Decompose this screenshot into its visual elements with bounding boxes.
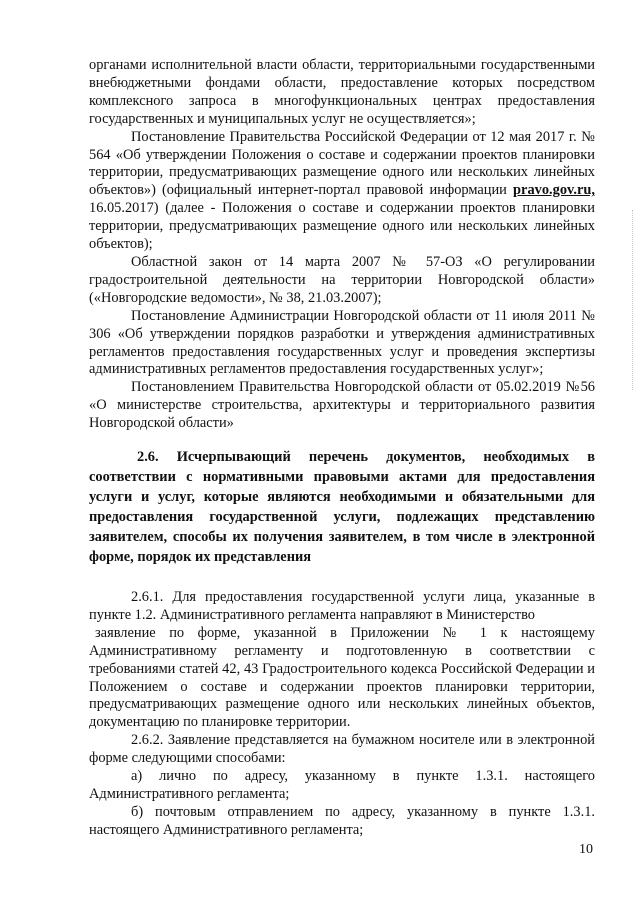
paragraph-2-6-1: 2.6.1. Для предоставления государственной услуги лица, указанные в пункте 1.2. Административного регламента направляют в Министерство: [89, 589, 595, 623]
paragraph-decree-564-text-end: 16.05.2017) (далее - Положения о составе и содержании проектов планировки территории, предусматривающих размещение одного или нескольких линейных объектов);: [89, 200, 595, 253]
paragraph-item-b: б) почтовым отправлением по адресу, указанному в пункте 1.3.1. настоящего Административного регламента;: [89, 803, 595, 838]
paragraph-application-form: заявление по форме, указанной в Приложении № 1 к настоящему Административному регламенту и подготовленную в соответствии с требованиями статей 42, 43 Градостроительного кодекса Российской Федерации и Положением о составе и содержании проектов планировки территории, предусматривающих размещение одного или нескольких линейных объектов, документацию по планировке территории.: [89, 624, 595, 731]
paragraph-decree-564-text-start: Постановление Правительства Российской Федерации от 12 мая 2017 г. № 564 «Об утверждении Положения о составе и содержании проектов планировки территории, предусматривающих размещение одного или нескольких линейных объектов») (официальный интернет-портал правовой информации: [89, 128, 595, 199]
page-number: 10: [579, 842, 593, 857]
document-body: [89, 57, 595, 840]
paragraph-item-a: а) лично по адресу, указанному в пункте 1.3.1. настоящего Административного регламента;: [89, 768, 595, 802]
section-heading-2-6: 2.6. Исчерпывающий перечень документов, необходимых в соответствии с нормативными правовыми актами для предоставления услуги и услуг, которые являются необходимыми и обязательными для предоставления государственной услуги, подлежащих представлению заявителем, способы их получения заявителем, в том числе в электронной форме, порядок их представления: [89, 449, 595, 566]
paragraph-decree-564: [89, 129, 595, 254]
paragraph-government-decree: Постановлением Правительства Новгородской области от 05.02.2019 №56 «О министерстве строительства, архитектуры и территориального развития Новгородской области»: [89, 379, 595, 432]
paragraph-regional-law: Областной закон от 14 марта 2007 № 57-ОЗ «О регулировании градостроительной деятельности на территории Новгородской области» («Новгородские ведомости», № 38, 21.03.2007);: [89, 253, 595, 306]
paragraph-continuation: органами исполнительной власти области, территориальными государственными внебюджетными фондами области, предоставление которых посредством комплексного запроса в многофункциональных центрах предоставления государственных и муниципальных услуг не осуществляется»;: [89, 57, 595, 127]
paragraph-2-6-2: 2.6.2. Заявление представляется на бумажном носителе или в электронной форме следующими способами:: [89, 732, 595, 767]
pravo-gov-link[interactable]: pravo.gov.ru,: [513, 182, 595, 199]
paragraph-administration-decree: Постановление Администрации Новгородской области от 11 июля 2011 № 306 «Об утверждении порядков разработки и утверждения административных регламентов предоставления государственных услуг и проведения экспертизы административных регламентов предоставления государственных услуг»;: [89, 307, 595, 378]
scan-margin-mark: [632, 210, 634, 390]
